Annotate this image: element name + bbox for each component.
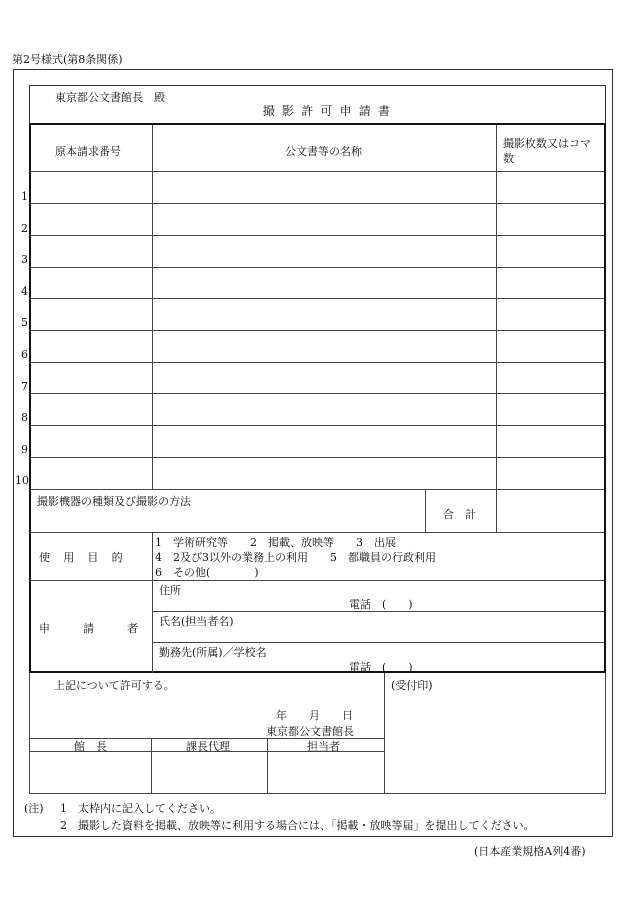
approval-text: 上記について許可する。 (54, 679, 175, 692)
row-line (31, 235, 604, 236)
header-count-line1: 撮影枚数又はコマ (503, 137, 591, 150)
row-line (31, 425, 604, 426)
row-number: 8 (21, 411, 28, 424)
note-2: 2 撮影した資料を掲載、放映等に利用する場合には、「掲載・放映等届」を提出してください。 (60, 819, 535, 832)
col-divider (496, 125, 497, 532)
col-divider (152, 125, 153, 489)
row-line (152, 642, 604, 643)
row-number: 2 (21, 222, 28, 235)
row-number: 7 (21, 380, 28, 393)
header-count-line2: 数 (503, 152, 514, 165)
approval-section (29, 673, 606, 794)
paper-size-label: (日本産業規格A列4番) (474, 845, 586, 858)
name-label: 氏名(担当者名) (159, 615, 234, 628)
address-label: 住所 (159, 584, 181, 597)
approval-date: 年 月 日 (276, 709, 353, 722)
purpose-option-line3: 6 その他( ) (155, 566, 259, 579)
total-label: 合 計 (443, 508, 476, 521)
addressee: 東京都公文書館長 殿 (55, 91, 165, 104)
row-line (31, 393, 604, 394)
row-number: 9 (21, 443, 28, 456)
row-number: 5 (21, 316, 28, 329)
purpose-label: 使 用 目 的 (39, 551, 124, 564)
application-table (29, 123, 606, 673)
row-number: 4 (21, 285, 28, 298)
note-1: 1 太枠内に記入してください。 (60, 802, 221, 815)
phone-label-1: 電話 ( ) (349, 598, 413, 611)
col-divider (151, 738, 152, 793)
stamp-director-label: 館 長 (74, 740, 107, 753)
receipt-stamp-label: (受付印) (391, 679, 433, 692)
row-line (31, 362, 604, 363)
form-title: 撮影許可申請書 (262, 104, 398, 118)
applicant-label: 申 請 者 (39, 622, 138, 635)
row-number: 6 (21, 348, 28, 361)
stamp-staff-label: 担当者 (307, 740, 340, 753)
row-line (31, 532, 604, 533)
workplace-label: 勤務先(所属)／学校名 (159, 646, 267, 659)
col-divider (152, 532, 153, 673)
col-divider (425, 489, 426, 532)
equipment-method-label: 撮影機器の種類及び撮影の方法 (37, 495, 191, 508)
header-request-number: 原本請求番号 (55, 145, 121, 158)
row-line (31, 489, 604, 490)
stamp-deputy-label: 課長代理 (186, 740, 230, 753)
approval-issuer: 東京都公文書館長 (266, 725, 354, 738)
row-line (31, 330, 604, 331)
row-line (31, 580, 604, 581)
row-number: 1 (21, 190, 28, 203)
row-line (31, 457, 604, 458)
row-line (31, 267, 604, 268)
phone-label-2: 電話 ( ) (349, 661, 413, 674)
row-line (31, 298, 604, 299)
col-divider (267, 738, 268, 793)
form-number-label: 第2号様式(第8条関係) (12, 53, 123, 66)
purpose-option-line1: 1 学術研究等 2 掲載、放映等 3 出展 (155, 536, 396, 549)
row-line (31, 171, 604, 172)
row-line (31, 203, 604, 204)
header-document-name: 公文書等の名称 (285, 145, 362, 158)
purpose-option-line2: 4 2及び3以外の業務上の利用 5 都職員の行政利用 (155, 551, 436, 564)
row-number: 3 (21, 253, 28, 266)
col-divider (384, 673, 385, 793)
notes-prefix: (注) (24, 802, 44, 815)
row-number: 10 (15, 474, 29, 487)
